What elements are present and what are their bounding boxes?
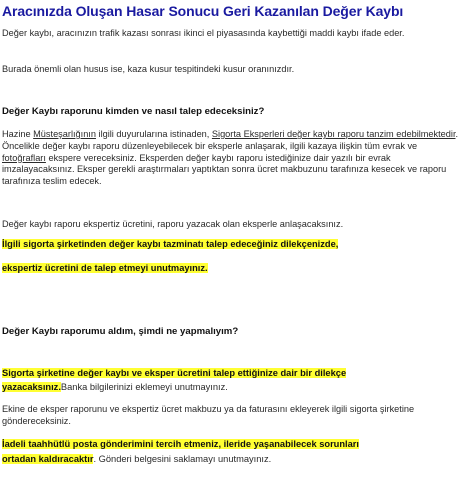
link-mustesarlik[interactable]: Müsteşarlığının [33, 129, 96, 139]
section1-paragraph [2, 129, 460, 188]
p1-text-b: ilgili duyurularına istinaden, [95, 129, 212, 139]
highlight2-line1 [2, 366, 346, 381]
bank-info-text: Banka bilgilerinizi eklemeyi unutmayınız. [60, 382, 228, 392]
highlight3-text2: ortadan kaldıracaktır [2, 454, 94, 464]
page-title: Aracınızda Oluşan Hasar Sonucu Geri Kazanılan Değer Kaybı [2, 3, 404, 19]
highlight2-line2 [2, 380, 228, 395]
p1-text-a: Hazine [2, 129, 34, 139]
intro-paragraph: Değer kaybı, aracınızın trafik kazası sonrası ikinci el piyasasında kaybettiği maddi kaybı ifade eder. [2, 28, 405, 38]
note-paragraph: Burada önemli olan husus ise, kaza kusur tespitindeki kusur oranınızdır. [2, 64, 295, 74]
p1-text-d: ekspere vereceksiniz. Eksperden değer kaybı raporu istediğinize dair yazılı bir evrak imzalayacaksınız. Eksper gerekli araştırmaları yaptıktan sonra ücret makbuzunu tarafınıza kesecek ve raporu tarafınıza teslim edecek. [2, 152, 447, 187]
link-sigorta-eksperleri[interactable]: Sigorta Eksperleri değer kaybı raporu tanzim edebilmektedir [211, 129, 456, 139]
highlight3-line2 [2, 452, 271, 467]
highlight2-text1: Sigorta şirketine değer kaybı ve eksper ücretini talep ettiğinize dair bir dilekçe [2, 368, 347, 378]
highlight3-line1 [2, 437, 359, 452]
highlight1-line1 [2, 237, 338, 252]
section1-heading: Değer Kaybı raporunu kimden ve nasıl talep edeceksiniz? [2, 106, 265, 117]
section2-paragraph: Ekine de eksper raporunu ve ekspertiz ücret makbuzu ya da faturasını ekleyerek ilgili sigorta şirketine göndereceksiniz. [2, 404, 415, 426]
section1-fee-paragraph: Değer kaybı raporu ekspertiz ücretini, raporu yazacak olan eksperle anlaşacaksınız. [2, 219, 344, 229]
receipt-note-text: . Gönderi belgesini saklamayı unutmayınız. [93, 454, 272, 464]
section2-heading: Değer Kaybı raporumu aldım, şimdi ne yapmalıyım? [2, 326, 239, 337]
highlight1-text1: İlgili sigorta şirketinden değer kaybı tazminatı talep edeceğiniz dilekçenizde, [2, 239, 339, 249]
highlight1-line2 [2, 261, 208, 276]
highlight3-text1: İadeli taahhütlü posta gönderimini tercih etmeniz, ileride yaşanabilecek sorunları [2, 439, 359, 449]
highlight1-text2: ekspertiz ücretini de talep etmeyi unutmayınız. [2, 263, 208, 273]
highlight2-text2: yazacaksınız. [2, 382, 61, 392]
p1-text-c: . Öncelikle değer kaybı raporu düzenleyebilecek bir eksperle anlaşarak, ilgili kazaya ilişkin tüm evrak ve [2, 129, 459, 151]
link-fotograflar[interactable]: fotoğrafları [2, 152, 46, 163]
